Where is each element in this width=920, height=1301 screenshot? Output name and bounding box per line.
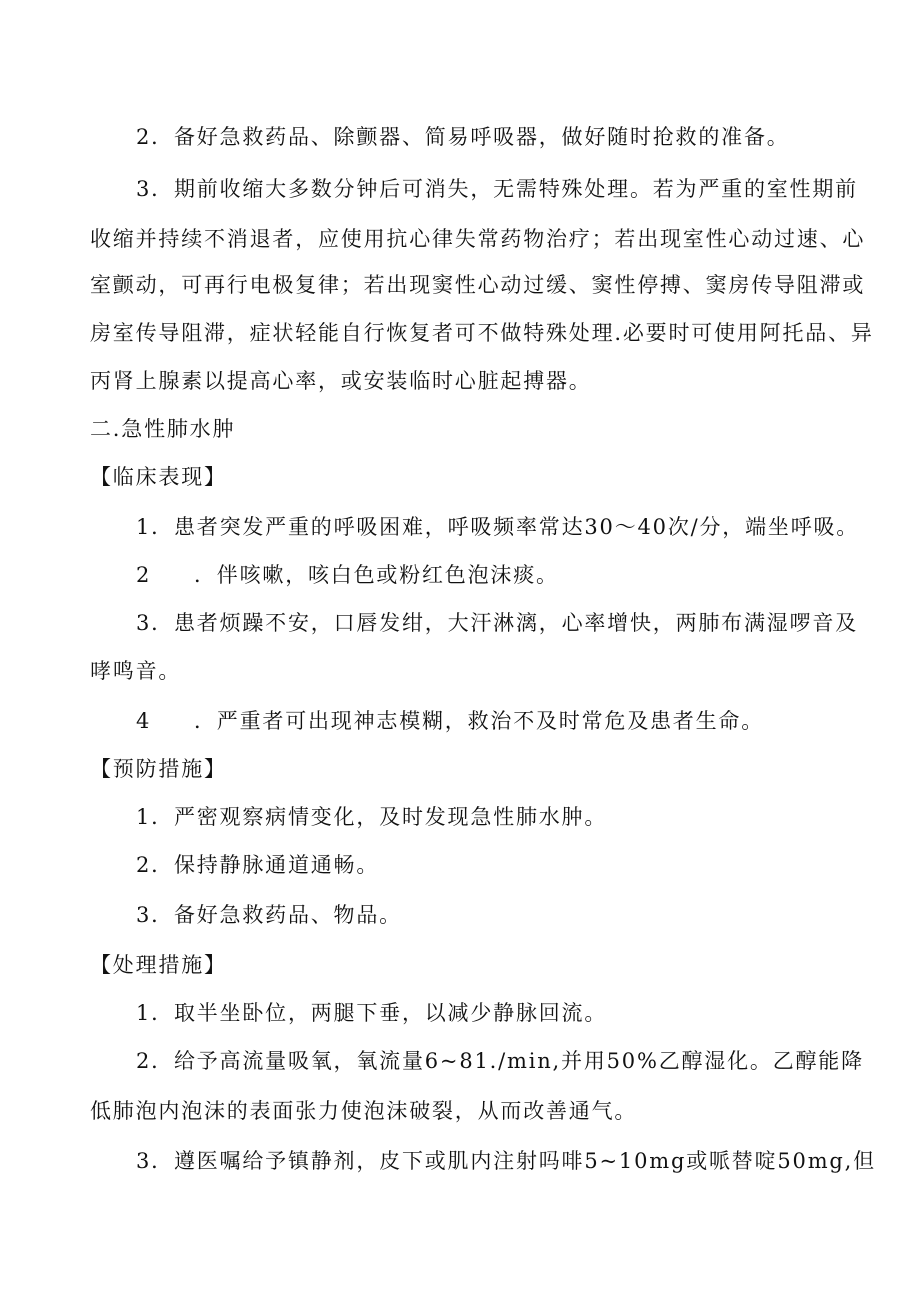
paragraph-continuation: 室颤动，可再行电极复律；若出现窦性心动过缓、窦性停搏、窦房传导阻滞或 <box>90 273 866 297</box>
list-item: 3．遵医嘱给予镇静剂，皮下或肌内注射吗啡5~10mg或哌替啶50mg,但 <box>136 1149 876 1173</box>
subsection-heading: 【临床表现】 <box>90 465 227 489</box>
subsection-heading: 【预防措施】 <box>90 757 227 781</box>
item-text: ．伴咳嗽，咳白色或粉红色泡沫痰。 <box>194 563 559 587</box>
list-item <box>136 610 858 636</box>
paragraph-continuation: 收缩并持续不消退者，应使用抗心律失常药物治疗；若出现室性心动过速、心 <box>90 227 866 251</box>
item-number: 1 <box>136 515 152 539</box>
list-item: 1．取半坐卧位，两腿下垂，以减少静脉回流。 <box>136 1001 608 1025</box>
subsection-heading: 【处理措施】 <box>90 953 227 977</box>
paragraph: 2．备好急救药品、除颤器、简易呼吸器，做好随时抢救的准备。 <box>136 125 790 149</box>
list-item <box>136 708 764 734</box>
paragraph-continuation: 丙肾上腺素以提高心率，或安装临时心脏起搏器。 <box>90 369 592 393</box>
list-item: 1．严密观察病情变化，及时发现急性肺水肿。 <box>136 805 608 829</box>
list-item <box>136 562 559 588</box>
list-item: 2．给予高流量吸氧，氧流量6~81./min,并用50%乙醇湿化。乙醇能降 <box>136 1049 864 1073</box>
item-number: 3 <box>136 611 152 635</box>
item-text: ．严重者可出现神志模糊，救治不及时常危及患者生命。 <box>194 709 764 733</box>
list-item: 2．保持静脉通道通畅。 <box>136 853 380 877</box>
list-item-continuation: 低肺泡内泡沫的表面张力使泡沫破裂，从而改善通气。 <box>90 1099 638 1123</box>
list-item: 3．备好急救药品、物品。 <box>136 903 402 927</box>
paragraph: 3．期前收缩大多数分钟后可消失，无需特殊处理。若为严重的室性期前 <box>136 177 858 201</box>
paragraph-continuation: 房室传导阻滞，症状轻能自行恢复者可不做特殊处理.必要时可使用阿托品、异 <box>90 321 874 345</box>
section-heading: 二.急性肺水肿 <box>90 417 236 441</box>
list-item <box>136 514 859 540</box>
item-number: 2 <box>136 563 152 587</box>
item-text: ．患者突发严重的呼吸困难，呼吸频率常达30～40次/分，端坐呼吸。 <box>151 515 860 539</box>
item-text: ．患者烦躁不安，口唇发绀，大汗淋漓，心率增快，两肺布满湿啰音及 <box>151 611 858 635</box>
item-number: 4 <box>136 709 152 733</box>
list-item-continuation: 哮鸣音。 <box>90 659 182 683</box>
